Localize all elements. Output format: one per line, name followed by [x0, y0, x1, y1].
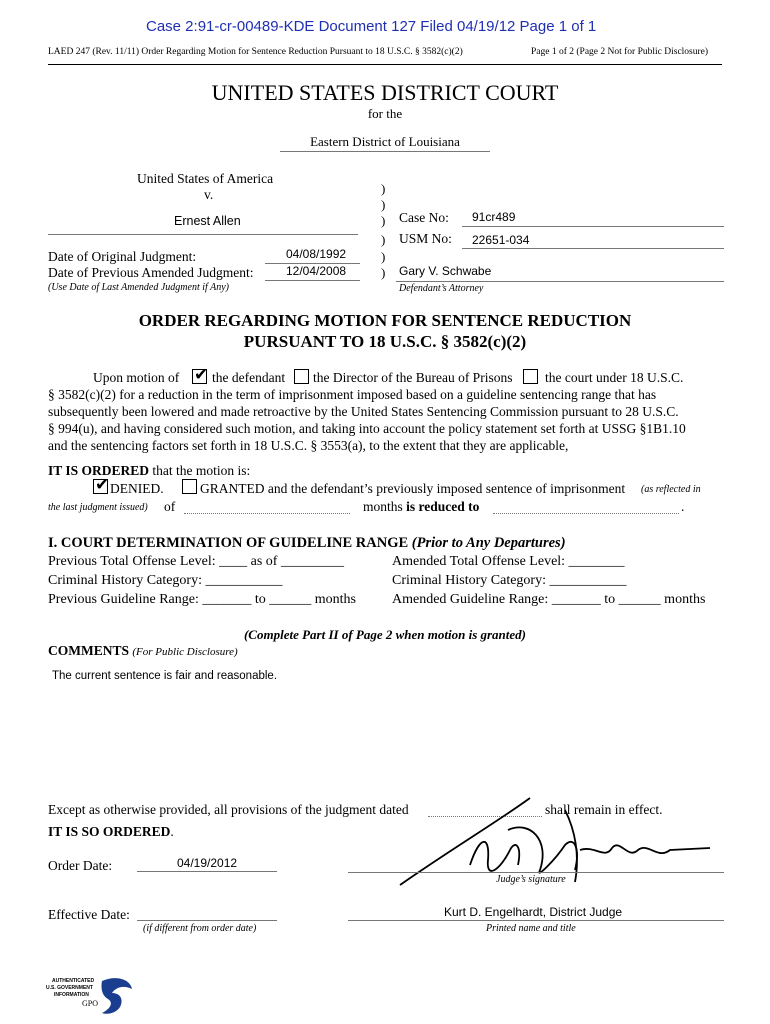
amended-offense-level: Amended Total Offense Level: ________ [392, 554, 625, 569]
gpo-line1: AUTHENTICATED [52, 978, 95, 984]
reduced-period: . [681, 499, 685, 514]
effective-date-note: (if different from order date) [143, 923, 257, 934]
last-judgment-note: the last judgment issued) [48, 502, 148, 513]
check-mark-icon: ✔ [95, 475, 110, 495]
is-reduced-text: is reduced to [406, 499, 480, 514]
check-mark-icon: ✔ [194, 365, 209, 385]
so-ordered-bold: IT IS SO ORDERED [48, 824, 171, 839]
amended-criminal-history: Criminal History Category: ___________ [392, 573, 627, 588]
comments-text: The current sentence is fair and reasonable. [52, 670, 278, 682]
order-date-label: Order Date: [48, 858, 113, 873]
defendant-underline [48, 234, 358, 235]
court-district: Eastern District of Louisiana [310, 134, 460, 149]
court-title: UNITED STATES DISTRICT COURT [211, 80, 559, 105]
as-reflected-note: (as reflected in [641, 484, 701, 495]
denied-checkbox[interactable] [93, 475, 110, 495]
order-date-underline [137, 871, 277, 872]
gpo-eagle-icon [94, 975, 134, 1017]
order-title-line1: ORDER REGARDING MOTION FOR SENTENCE REDUCTION [138, 311, 632, 330]
case-no-underline [462, 226, 724, 227]
prev-offense-level: Previous Total Offense Level: ____ as of _________ [48, 554, 344, 569]
granted-label: GRANTED and the defendant’s previously imposed sentence of imprisonment [200, 481, 626, 496]
so-ordered [48, 824, 174, 840]
usm-no-label: USM No: [399, 231, 452, 246]
remain-text: shall remain in effect. [545, 802, 663, 817]
director-checkbox[interactable] [294, 369, 309, 384]
orig-judgment-label: Date of Original Judgment: [48, 249, 197, 264]
form-id-line: LAED 247 (Rev. 11/11) Order Regarding Motion for Sentence Reduction Pursuant to 18 U.S.C. § 3582(c)(2) [48, 47, 463, 57]
amended-judgment-date: 12/04/2008 [286, 264, 347, 278]
judge-signature-label: Judge’s signature [496, 874, 566, 885]
so-ordered-period: . [170, 824, 174, 839]
denied-label: DENIED. [110, 481, 164, 496]
comments-label [48, 643, 238, 659]
court-for-the: for the [367, 106, 403, 121]
court-checkbox[interactable] [523, 369, 538, 384]
reduced-to-blank [493, 513, 679, 514]
usm-no-underline [462, 248, 724, 249]
motion-line2: § 3582(c)(2) for a reduction in the term of imprisonment imposed based on a guideline sentencing range that has [48, 387, 657, 402]
attorney-name: Gary V. Schwabe [399, 264, 492, 278]
section1-title [48, 535, 566, 552]
section1-title-ital: (Prior to Any Departures) [411, 535, 566, 551]
months-of-blank [184, 513, 350, 514]
caption-paren-2: ) [381, 197, 386, 212]
caption-paren-1: ) [381, 181, 386, 196]
months-text: months [363, 499, 403, 514]
printed-name-label: Printed name and title [486, 923, 576, 934]
of-text: of [164, 499, 176, 514]
amended-guideline-range: Amended Guideline Range: _______ to ______ months [392, 592, 706, 607]
months-is-reduced [363, 499, 479, 515]
attorney-underline [396, 281, 724, 282]
that-motion-text: that the motion is: [149, 463, 251, 478]
signature-stroke-2 [470, 842, 519, 871]
filing-stamp: Case 2:91-cr-00489-KDE Document 127 Filed 04/19/12 Page 1 of 1 [146, 18, 597, 35]
motion-intro: Upon motion of [93, 370, 180, 385]
defendant-checkbox[interactable] [192, 365, 209, 385]
case-no-value: 91cr489 [472, 210, 516, 224]
caption-paren-3: ) [381, 213, 386, 228]
except-text: Except as otherwise provided, all provisions of the judgment dated [48, 802, 409, 817]
case-no-label: Case No: [399, 210, 449, 225]
attorney-label: Defendant’s Attorney [399, 283, 484, 294]
judge-signature-underline [348, 872, 724, 873]
usm-no-value: 22651-034 [472, 233, 530, 247]
gpo-seal [44, 975, 134, 1017]
amended-judgment-label: Date of Previous Amended Judgment: [48, 265, 254, 280]
motion-line5: and the sentencing factors set forth in 18 U.S.C. § 3553(a), to the extent that they are applicable, [48, 438, 569, 453]
it-is-ordered [48, 463, 250, 479]
gpo-line3: INFORMATION [54, 992, 89, 998]
prev-guideline-range: Previous Guideline Range: _______ to ______ months [48, 592, 356, 607]
versus: v. [204, 187, 214, 202]
prev-criminal-history: Criminal History Category: ___________ [48, 573, 283, 588]
caption-paren-5: ) [381, 249, 386, 264]
header-rule [48, 64, 722, 65]
amended-judgment-underline [265, 280, 360, 281]
plaintiff-name: United States of America [137, 171, 274, 186]
defendant-name: Ernest Allen [174, 214, 241, 228]
section1-title-text: I. COURT DETERMINATION OF GUIDELINE RANGE [48, 535, 409, 551]
caption-paren-4: ) [381, 232, 386, 247]
opt-director-label: the Director of the Bureau of Prisons [313, 370, 513, 385]
judge-name: Kurt D. Engelhardt, District Judge [444, 905, 623, 919]
order-date-value: 04/19/2012 [177, 856, 238, 870]
comments-label-ital: (For Public Disclosure) [132, 646, 238, 658]
motion-line4: § 994(u), and having considered such motion, and taking into account the policy statement set forth at USSG §1B1.10 [48, 421, 686, 436]
district-underline [280, 151, 490, 152]
motion-line3: subsequently been lowered and made retroactive by the United States Sentencing Commission pursuant to 28 U.S.C. [48, 404, 679, 419]
judge-name-underline [348, 920, 724, 921]
part2-note: (Complete Part II of Page 2 when motion is granted) [243, 627, 527, 642]
gpo-line4: GPO [82, 999, 99, 1008]
order-title-line2: PURSUANT TO 18 U.S.C. § 3582(c)(2) [243, 332, 527, 351]
form-page-note: Page 1 of 2 (Page 2 Not for Public Disclosure) [531, 47, 709, 57]
it-is-ordered-bold: IT IS ORDERED [48, 463, 150, 478]
gpo-line2: U.S. GOVERNMENT [46, 985, 93, 991]
opt-court-label: the court under 18 U.S.C. [545, 370, 684, 385]
comments-label-bold: COMMENTS [48, 643, 129, 658]
orig-judgment-date: 04/08/1992 [286, 247, 347, 261]
effective-date-underline [137, 920, 277, 921]
granted-checkbox[interactable] [182, 479, 197, 494]
judgment-note: (Use Date of Last Amended Judgment if Any) [48, 282, 229, 293]
effective-date-label: Effective Date: [48, 907, 130, 922]
opt-defendant-label: the defendant [212, 370, 286, 385]
caption-paren-6: ) [381, 265, 386, 280]
